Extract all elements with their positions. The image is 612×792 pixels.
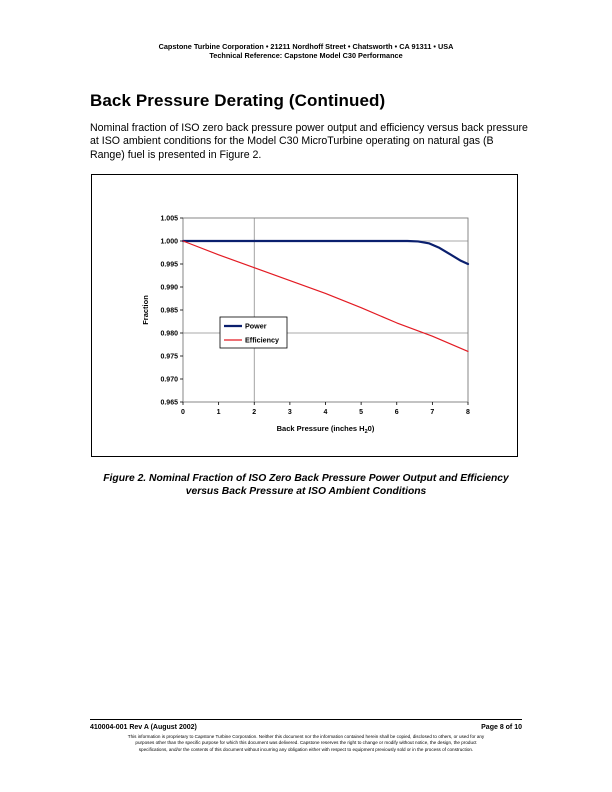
legend-label-power: Power — [245, 321, 267, 331]
x-tick-label: 7 — [430, 409, 435, 416]
y-axis-title: Fraction — [141, 295, 150, 325]
document-id: 410004-001 Rev A (August 2002) — [90, 724, 197, 731]
y-tick-label: 0.980 — [160, 330, 178, 338]
x-axis-title-main: Back Pressure (inches H — [276, 424, 365, 433]
x-tick-label: 4 — [323, 409, 328, 416]
y-tick-label: 0.990 — [160, 284, 178, 292]
header-reference-line: Technical Reference: Capstone Model C30 Performance — [209, 51, 403, 60]
y-tick-label: 0.975 — [160, 353, 178, 361]
series-line-power — [183, 241, 468, 264]
legend-label-efficiency: Efficiency — [245, 335, 279, 345]
x-tick-label: 2 — [252, 409, 257, 416]
figure-caption — [0, 472, 612, 498]
x-tick-label: 8 — [466, 409, 470, 416]
back-pressure-chart — [92, 175, 519, 458]
x-axis-title — [277, 424, 375, 435]
y-tick-label: 0.965 — [160, 399, 178, 407]
x-tick-label: 6 — [394, 409, 399, 416]
x-tick-label: 1 — [216, 409, 221, 416]
y-tick-label: 1.005 — [160, 215, 178, 223]
y-tick-label: 1.000 — [160, 238, 178, 246]
header-company-line: Capstone Turbine Corporation • 21211 Nordhoff Street • Chatsworth • CA 91311 • USA — [158, 42, 454, 51]
section-title: Back Pressure Derating (Continued) — [90, 91, 386, 110]
x-tick-label: 0 — [181, 409, 185, 416]
x-tick-label: 3 — [287, 409, 292, 416]
y-tick-label: 0.995 — [160, 261, 178, 269]
y-tick-label: 0.970 — [160, 376, 178, 384]
disclaimer-line1: This information is proprietary to Capstone Turbine Corporation. Neither this document nor the information contained herein shall be copied, disclosed to others, or used for any — [127, 734, 485, 739]
intro-paragraph: Nominal fraction of ISO zero back pressure power output and efficiency versus back pressure at ISO ambient conditions for the Model C30 MicroTurbine operating on natural gas (B Range) fuel is presented in Figure 2. — [90, 122, 528, 161]
disclaimer-line3: specifications, and/or the contents of this document without incurring any obligation either with respect to equipment previously sold or in the process of construction. — [138, 746, 474, 752]
proprietary-disclaimer — [90, 734, 522, 753]
figure-caption-line1: Figure 2. Nominal Fraction of ISO Zero Back Pressure Power Output and Efficiency — [103, 473, 509, 484]
page-number: Page 8 of 10 — [481, 724, 522, 731]
x-axis-title-end: 0) — [367, 424, 375, 433]
x-tick-label: 5 — [359, 409, 364, 416]
disclaimer-line2: purposes other than the specific purpose for which this document was delivered. Capstone reserves the right to change or modify without notice, the design, the product — [135, 740, 477, 746]
x-axis-title-subscript: 2 — [364, 429, 368, 435]
figure-frame — [91, 174, 518, 457]
plot-area — [183, 218, 468, 402]
figure-caption-line2: versus Back Pressure at ISO Ambient Conditions — [185, 486, 427, 497]
footer-divider — [90, 719, 522, 720]
y-tick-label: 0.985 — [160, 307, 178, 315]
